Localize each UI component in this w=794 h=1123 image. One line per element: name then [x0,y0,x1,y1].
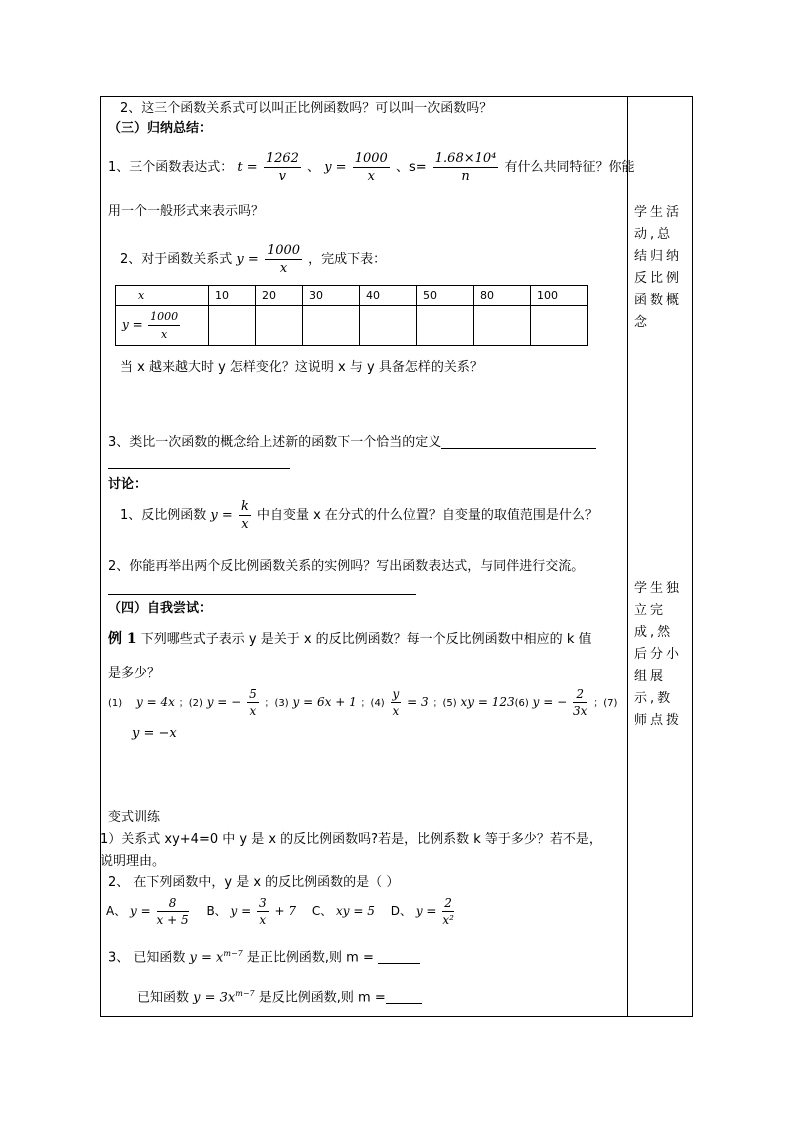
option-6-fraction [573,688,587,717]
formula-3-numerator: 1.68×10⁴ [434,151,497,166]
item-2-numerator: 1000 [266,243,301,258]
formula-3-denominator: n [461,169,470,184]
table-header-cell: 20 [256,286,303,306]
table-cell[interactable] [417,306,474,346]
item-2-line [120,244,386,275]
item-2-question: 当 x 越来越大时 y 怎样变化？这说明 x 与 y 具备怎样的关系？ [120,360,483,375]
answer-blank[interactable] [108,582,416,595]
table-header-cell: 30 [303,286,360,306]
option-b-label: B、 [206,904,227,918]
q3-expression-exponent: m−7 [223,949,243,958]
table-cell[interactable] [303,306,360,346]
formula-2-fraction [353,152,390,183]
option-b-numerator: 3 [259,896,267,910]
option-a-fraction [157,897,189,926]
item-3-line [108,436,596,449]
option-3-label: ；(3) [264,698,289,709]
discussion-2: 2、你能再举出两个反比例函数关系的实例吗？写出函数表达式，与同伴进行交流。 [108,559,585,574]
option-2-fraction [247,688,259,717]
variation-q1-line-2: 说明理由。 [100,854,166,869]
table-row-numerator: 1000 [148,310,180,326]
table-cell[interactable] [531,306,588,346]
separator-1: 、 [307,160,321,175]
option-a-label: A、 [106,904,127,918]
answer-blank[interactable] [386,991,422,1004]
discussion-1-numerator: k [240,499,249,514]
option-4-numerator: y [392,687,400,701]
option-a-lhs: y = [130,904,151,918]
discussion-1-prefix: 1、反比例函数 [120,508,207,523]
option-2-denominator: x [249,704,257,718]
item-2-fraction [265,244,302,275]
table-row-denominator: x [161,328,168,341]
discussion-1-fraction [239,500,251,531]
table-cell[interactable] [256,306,303,346]
formula-1-numerator: 1262 [265,151,299,166]
formula-2-lhs: y = [324,160,347,175]
q3b-suffix: 是反比例函数,则 m = [258,990,386,1006]
section-4-heading: （四）自我尝试： [108,601,213,616]
table-cell[interactable] [474,306,531,346]
option-b-rhs: + 7 [274,904,296,918]
item-2-prefix: 2、对于函数关系式 [120,252,233,267]
option-c-label: C、 [311,904,333,918]
option-5-expression: xy = 123 [460,695,515,709]
option-d-fraction [442,897,454,926]
formula-1-denominator: v [278,169,287,184]
option-d-numerator: 2 [444,896,452,910]
option-6-denominator: 3x [573,704,588,718]
option-4-rhs: = 3 [407,695,429,709]
option-3-expression: y = 6x + 1 [292,695,357,709]
table-header-cell: 80 [474,286,531,306]
option-d-lhs: y = [415,904,437,918]
q3b-expression-exponent: m−7 [235,989,255,998]
option-c-expression: xy = 5 [336,904,375,918]
formula-1-lhs: t = [237,160,258,175]
table-cell[interactable] [209,306,256,346]
item-1-line-2: 用一个一般形式来表示吗？ [108,204,265,219]
option-7-label: ；(7) [593,698,618,709]
formula-3-fraction [433,152,499,183]
discussion-heading: 讨论： [108,477,148,492]
variation-q2: 2、 在下列函数中，y 是 x 的反比例函数的是（ ） [108,875,400,890]
table-header-cell: 100 [531,286,588,306]
item-1-prefix: 1、三个函数表达式： [108,160,234,175]
answer-blank[interactable] [441,436,596,449]
discussion-1-suffix: 中自变量 x 在分式的什么位置？自变量的取值范围是什么？ [256,508,598,523]
table-header-cell: 10 [209,286,256,306]
option-7-expression: y = −x [132,726,177,741]
discussion-1-lhs: y = [210,508,233,523]
answer-blank[interactable] [108,456,290,469]
item-2-lhs: y = [236,252,259,267]
table-cell[interactable] [360,306,417,346]
formula-1-fraction [264,152,301,183]
discussion-2-blank [108,582,416,595]
item-1-line-1 [108,152,635,183]
variation-q2-options [106,897,456,926]
item-2-suffix: ，完成下表： [308,252,387,267]
table-header-row [116,286,588,306]
variation-q3b [137,990,422,1004]
sidebar-note-activity: 学生活动,总结归纳反比例函数概念 [634,205,683,330]
q3-prefix: 3、 已知函数 [108,950,186,966]
example-1-line-1 [108,632,591,646]
sidebar-note-practice: 学生独立完成,然后分小组展示,教师点拨 [634,581,683,728]
item-3-blank-line [108,456,290,469]
example-1-options [108,688,617,717]
formula-2-numerator: 1000 [354,151,388,166]
option-2-lhs: y = − [206,695,242,709]
example-1-line-2: 是多少？ [108,666,161,681]
separator-2: 、s= [395,160,427,175]
option-4-denominator: x [392,704,400,718]
q3-expression-base: y = x [189,950,224,966]
table-row-lhs: y = [122,317,143,332]
item-1-suffix: 有什么共同特征？你能 [504,160,635,175]
option-4-label: ；(4) [360,698,385,709]
option-1-expression: y = 4x [136,695,175,709]
option-2-numerator: 5 [249,687,257,701]
table-header-cell: 40 [360,286,417,306]
item-3-text: 3、类比一次函数的概念给上述新的函数下一个恰当的定义 [108,435,442,450]
option-a-denominator: x + 5 [156,913,189,927]
value-table [115,285,588,346]
q3b-prefix: 已知函数 [137,990,190,1006]
option-a-numerator: 8 [157,897,189,912]
variation-q3 [108,950,420,964]
formula-2-denominator: x [367,169,375,184]
option-6-label: (6) [514,698,529,709]
example-1-text: 下列哪些式子表示 y 是关于 x 的反比例函数？每一个反比例函数中相应的 k 值 [140,632,592,647]
item-2-denominator: x [279,261,288,276]
discussion-1-denominator: x [241,517,249,532]
table-value-row [116,306,588,346]
question-2: 2、这三个函数关系式可以叫正比例函数吗？可以叫一次函数吗？ [120,101,493,116]
option-b-denominator: x [259,913,267,927]
option-4-fraction [391,688,402,717]
example-1-label: 例 1 [108,631,137,647]
option-5-label: ；(5) [432,698,457,709]
column-divider [627,96,628,1017]
q3b-expression-base: y = 3x [193,990,236,1006]
option-d-label: D、 [390,904,412,918]
option-1-label: (1) [108,698,123,709]
option-d-denominator: x² [442,913,454,927]
discussion-1 [120,500,598,531]
table-row-fraction [148,310,180,341]
option-b-lhs: y = [230,904,252,918]
answer-blank[interactable] [378,951,420,964]
q3-suffix: 是正比例函数,则 m = [246,950,374,966]
variation-q1-line-1: 1）关系式 xy+4=0 中 y 是 x 的反比例函数吗?若是，比例系数 k 等于多少？若不是， [100,832,602,847]
table-header-cell: x [116,286,209,306]
option-b-fraction [257,897,269,926]
option-6-lhs: y = − [532,695,568,709]
option-2-label: ；(2) [178,698,203,709]
table-row-label [116,306,209,346]
variation-heading: 变式训练 [108,810,161,825]
table-header-cell: 50 [417,286,474,306]
option-6-numerator: 2 [573,688,587,703]
section-3-heading: （三）归纳总结： [108,121,213,136]
